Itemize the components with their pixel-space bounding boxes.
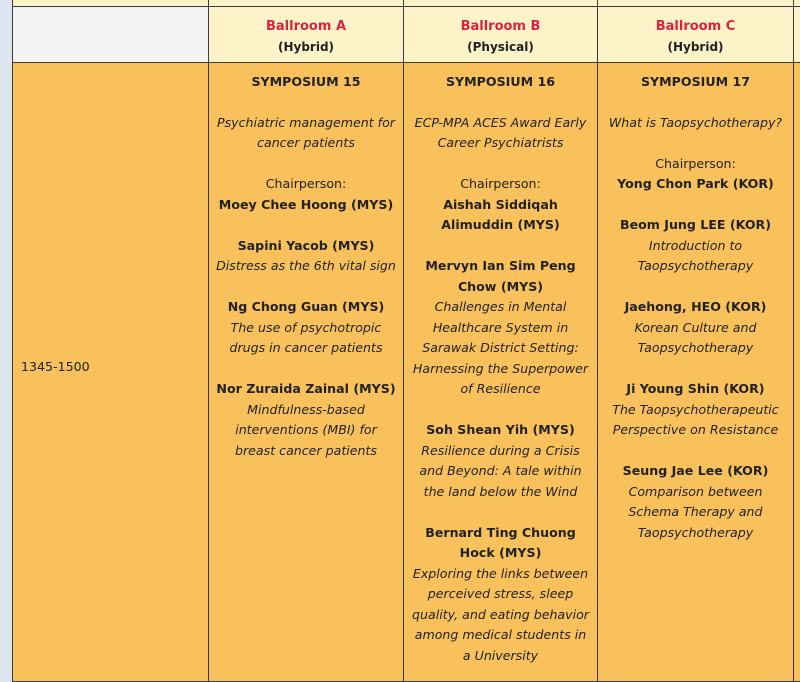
talk-title: The Taopsychotherapeutic Perspective on Resistance xyxy=(612,401,779,437)
symposium-topic: Psychiatric management for cancer patients xyxy=(217,114,395,150)
partial-cell xyxy=(793,62,800,682)
header-ballroom-a xyxy=(208,6,404,63)
talk-title: Introduction to Taopsychotherapy xyxy=(637,237,754,273)
speaker: Beom Jung LEE (KOR) xyxy=(619,217,772,232)
symposium-17-cell xyxy=(597,62,794,682)
room-name: Ballroom C xyxy=(655,19,736,34)
speaker: Mervyn Ian Sim Peng Chow (MYS) xyxy=(425,258,576,294)
symposium-title: SYMPOSIUM 16 xyxy=(445,74,556,89)
symposium-title: SYMPOSIUM 17 xyxy=(640,74,751,89)
speaker: Ji Young Shin (KOR) xyxy=(626,381,765,396)
talk-title: Exploring the links between perceived stress, sleep quality, and eating behavior among medical students in a University xyxy=(412,565,589,663)
time-slot: 1345-1500 xyxy=(21,359,90,374)
chairperson: Yong Chon Park (KOR) xyxy=(617,176,774,191)
talk-title: Comparison between Schema Therapy and Taopsychotherapy xyxy=(628,483,763,540)
room-mode: (Physical) xyxy=(467,40,534,54)
header-partial-cell xyxy=(793,6,800,63)
symposium-topic: What is Taopsychotherapy? xyxy=(608,114,783,130)
symposium-15-cell xyxy=(208,62,404,682)
room-name: Ballroom A xyxy=(266,19,346,34)
chair-label: Chairperson: xyxy=(265,176,347,191)
talk-title: The use of psychotropic drugs in cancer patients xyxy=(229,319,383,355)
chair-label: Chairperson: xyxy=(655,155,736,171)
speaker: Nor Zuraida Zainal (MYS) xyxy=(216,381,396,396)
symposium-topic: ECP-MPA ACES Award Early Career Psychiatrists xyxy=(414,114,587,150)
schedule-table xyxy=(12,0,800,667)
talk-title: Challenges in Mental Healthcare System in Sarawak District Setting: Harnessing the Superpower of Resilience xyxy=(412,299,589,396)
talk-title: Mindfulness-based interventions (MBI) for breast cancer patients xyxy=(235,401,377,458)
speaker: Soh Shean Yih (MYS) xyxy=(426,422,575,437)
room-name: Ballroom B xyxy=(460,19,541,34)
talk-title: Resilience during a Crisis and Beyond: A tale within the land below the Wind xyxy=(419,442,582,499)
symposium-16-cell xyxy=(403,62,598,682)
time-cell xyxy=(12,62,209,682)
speaker: Bernard Ting Chuong Hock (MYS) xyxy=(425,524,576,560)
speaker: Sapini Yacob (MYS) xyxy=(237,237,375,253)
talk-title: Korean Culture and Taopsychotherapy xyxy=(634,319,757,355)
chairperson: Moey Chee Hoong (MYS) xyxy=(218,196,394,212)
speaker: Ng Chong Guan (MYS) xyxy=(227,299,385,314)
speaker: Jaehong, HEO (KOR) xyxy=(624,299,767,314)
header-ballroom-b xyxy=(403,6,598,63)
chair-label: Chairperson: xyxy=(460,176,541,191)
room-mode: (Hybrid) xyxy=(277,40,335,54)
speaker: Seung Jae Lee (KOR) xyxy=(622,463,769,478)
header-ballroom-c xyxy=(597,6,794,63)
symposium-title: SYMPOSIUM 15 xyxy=(251,74,361,89)
chairperson: Aishah Siddiqah Alimuddin (MYS) xyxy=(441,196,560,232)
talk-title: Distress as the 6th vital sign xyxy=(216,258,396,273)
header-empty-cell xyxy=(12,6,209,63)
room-mode: (Hybrid) xyxy=(667,40,724,54)
